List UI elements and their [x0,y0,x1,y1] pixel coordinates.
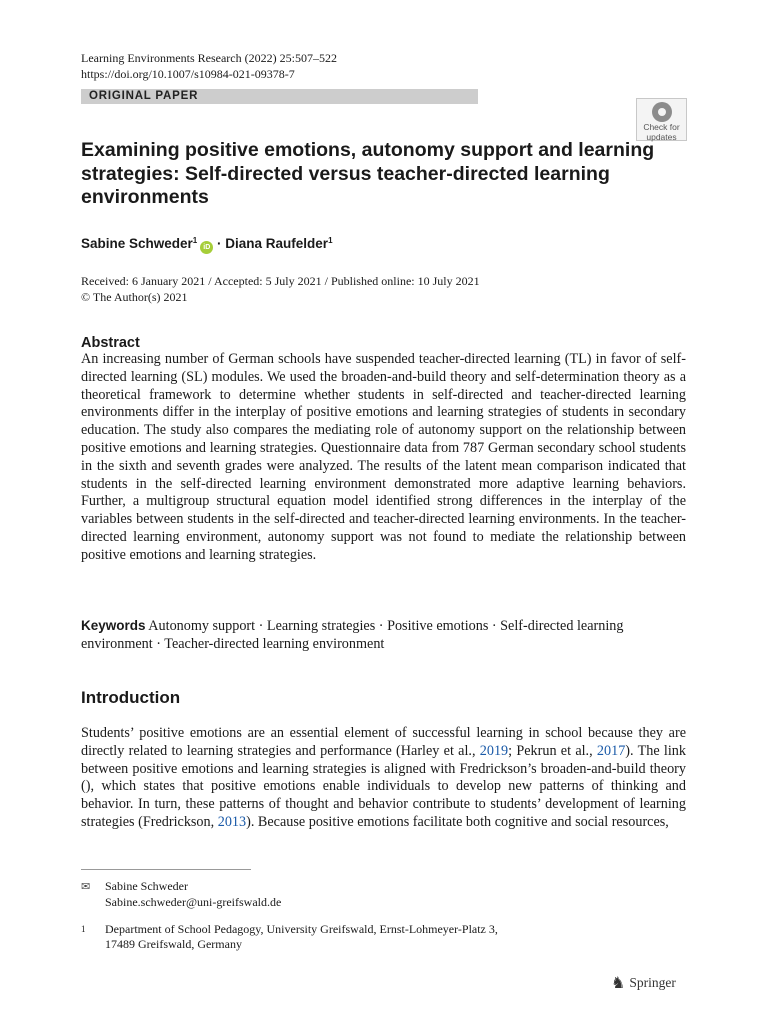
history-dates: Received: 6 January 2021 / Accepted: 5 July 2021 / Published online: 10 July 2021 [81,274,480,288]
citation-link[interactable]: 2013 [217,813,247,830]
author-affiliation-mark: 1 [192,236,198,245]
introduction-paragraph [81,725,686,832]
paper-type-banner: ORIGINAL PAPER [81,89,478,104]
copyright-line: © The Author(s) 2021 [81,290,188,304]
check-updates-line2: updates [646,131,677,142]
intro-text-part: ). The link between positive emotions and learning strategies is aligned with Fredrickson’s broaden-and-build theory (), which states that positive emotions enable individuals to develop new patterns of thinking and behavior. In turn, these patterns of thought and behavior contribute to students’ development of learning strategies (Fredrickson, [81,742,686,830]
corresponding-author [81,879,281,910]
publisher-name: Springer [629,975,676,990]
footnote-divider [81,869,251,870]
keywords [81,617,686,654]
citation-link[interactable]: 2017 [596,742,626,759]
affiliation-footnote [81,922,498,952]
journal-citation: Learning Environments Research (2022) 25:507–522 [81,51,337,65]
citation-link[interactable]: 2019 [479,742,509,759]
author-name[interactable]: Diana Raufelder [225,236,329,251]
contact-email[interactable]: Sabine.schweder@uni-greifswald.de [105,895,282,909]
affiliation-number: 1 [81,924,86,934]
section-heading-introduction: Introduction [81,688,181,707]
contact-name: Sabine Schweder [105,879,188,893]
keywords-list: Autonomy support · Learning strategies · Positive emotions · Self-directed learning environment · Teacher-directed learning environment [81,618,624,652]
intro-text-part: ). Because positive emotions facilitate both cognitive and social resources, [246,813,669,830]
abstract-text: An increasing number of German schools have suspended teacher-directed learning (TL) in favor of self-directed learning (SL) modules. We used the broaden-and-build theory and self-determination theory as a theoretical framework to determine whether students in self-directed and teacher-directed learning environments differ in the interplay of positive emotions and learning strategies of students in secondary education. The study also compares the mediating role of autonomy support on the relationship between positive emotions and learning strategies. Questionnaire data from 787 German secondary school students in the sixth and seventh grades were analyzed. The results of the latent mean comparison indicated that students in the self-directed learning environment demonstrated more adaptive learning behaviors. Further, a multigroup structural equation model identified strong differences in the interplay of the variables between students in the self-directed and teacher-directed learning environments. In the teacher-directed learning environment, autonomy support was not found to mediate the relationship between positive emotions and learning strategies. [81,351,686,563]
doi-link[interactable]: https://doi.org/10.1007/s10984-021-09378-7 [81,67,295,81]
abstract-heading: Abstract [81,335,140,351]
journal-info [81,50,337,82]
check-updates-icon [652,102,672,122]
intro-text-part: Students’ positive emotions are an essential element of successful learning in school because they are directly related to learning strategies and performance (Harley et al., [81,725,686,759]
author-separator: · [217,236,222,251]
orcid-icon[interactable]: iD [200,241,213,254]
keywords-label: Keywords [81,618,146,633]
publication-dates [81,273,480,305]
author-name[interactable]: Sabine Schweder [81,236,193,251]
publisher-logo [611,973,676,994]
author-affiliation-mark: 1 [328,236,333,245]
author-list [81,232,333,254]
paper-title: Examining positive emotions, autonomy support and learning strategies: Self-directed versus teacher-directed learning environments [81,139,655,208]
affiliation-line: 17489 Greifswald, Germany [105,937,242,951]
check-updates-line1: Check for [643,122,680,132]
envelope-icon: ✉ [81,881,91,893]
intro-text-part: ; Pekrun et al., [508,742,597,759]
affiliation-line: Department of School Pedagogy, University Greifswald, Ernst-Lohmeyer-Platz 3, [105,922,498,936]
springer-horse-icon: ♞ [611,975,626,992]
check-for-updates-badge[interactable] [636,98,687,141]
